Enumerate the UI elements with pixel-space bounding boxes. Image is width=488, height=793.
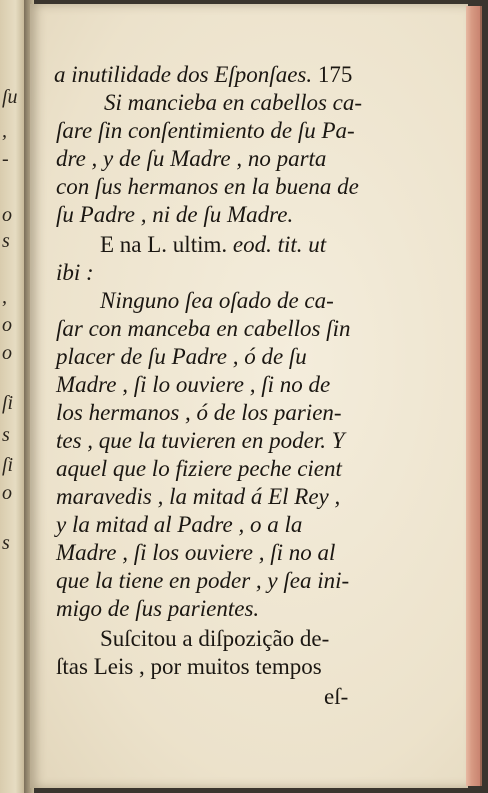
text-line: ſtas Leis , por muitos tempos — [56, 654, 322, 679]
facing-fragment: s — [2, 532, 10, 554]
text-line: placer de ſu Padre , ó de ſu — [56, 344, 307, 369]
facing-fragment: o — [2, 342, 12, 364]
facing-fragment: , — [2, 286, 7, 308]
text-line: Madre , ſi los ouviere , ſi no al — [56, 540, 336, 565]
text-line: Si mancieba en cabellos ca- — [104, 90, 363, 115]
running-head-title: a inutilidade dos Eſponſaes. — [54, 62, 313, 87]
text-line — [100, 232, 326, 258]
facing-fragment: , — [2, 120, 7, 142]
text-line: aquel que lo fiziere peche cient — [56, 456, 342, 481]
text-line: Madre , ſi lo ouviere , ſi no de — [56, 372, 331, 397]
running-head — [54, 62, 352, 88]
text-line: que la tiene en poder , y ſea ini- — [56, 568, 350, 593]
facing-fragment: - — [2, 148, 9, 170]
text-line: Suſcitou a diſpozição de- — [100, 626, 330, 651]
citation-text: E na L. ultim. — [100, 232, 228, 257]
text-line: ſu Padre , ni de ſu Madre. — [56, 202, 294, 227]
text-line: migo de ſus parientes. — [56, 596, 260, 621]
text-line: Ninguno ſea oſado de ca- — [100, 288, 334, 313]
facing-fragment: o — [2, 204, 12, 226]
text-line: y la mitad al Padre , o a la — [56, 512, 303, 537]
text-line: ibi : — [56, 260, 94, 285]
facing-fragment: s — [2, 424, 10, 446]
text-line: maravedis , la mitad á El Rey , — [56, 484, 341, 509]
text-line: dre , y de ſu Madre , no parta — [56, 146, 327, 171]
text-line: tes , que la tuvieren en poder. Y — [56, 428, 345, 453]
text-line: los hermanos , ó de los parien- — [56, 400, 342, 425]
facing-fragment: o — [2, 314, 12, 336]
citation-italic: eod. tit. ut — [232, 232, 327, 257]
catchword: eſ- — [324, 684, 349, 709]
facing-fragment: ſi — [2, 392, 14, 414]
facing-fragment: o — [2, 482, 12, 504]
text-line: ſare ſin conſentimiento de ſu Pa- — [56, 118, 355, 143]
facing-fragment: ſi — [2, 454, 14, 476]
text-line: con ſus hermanos en la buena de — [56, 174, 359, 199]
text-line: ſar con manceba en cabellos ſin — [56, 316, 351, 341]
page-number: 175 — [317, 62, 353, 87]
facing-fragment: s — [2, 230, 10, 252]
facing-fragment: ſu — [2, 86, 18, 108]
